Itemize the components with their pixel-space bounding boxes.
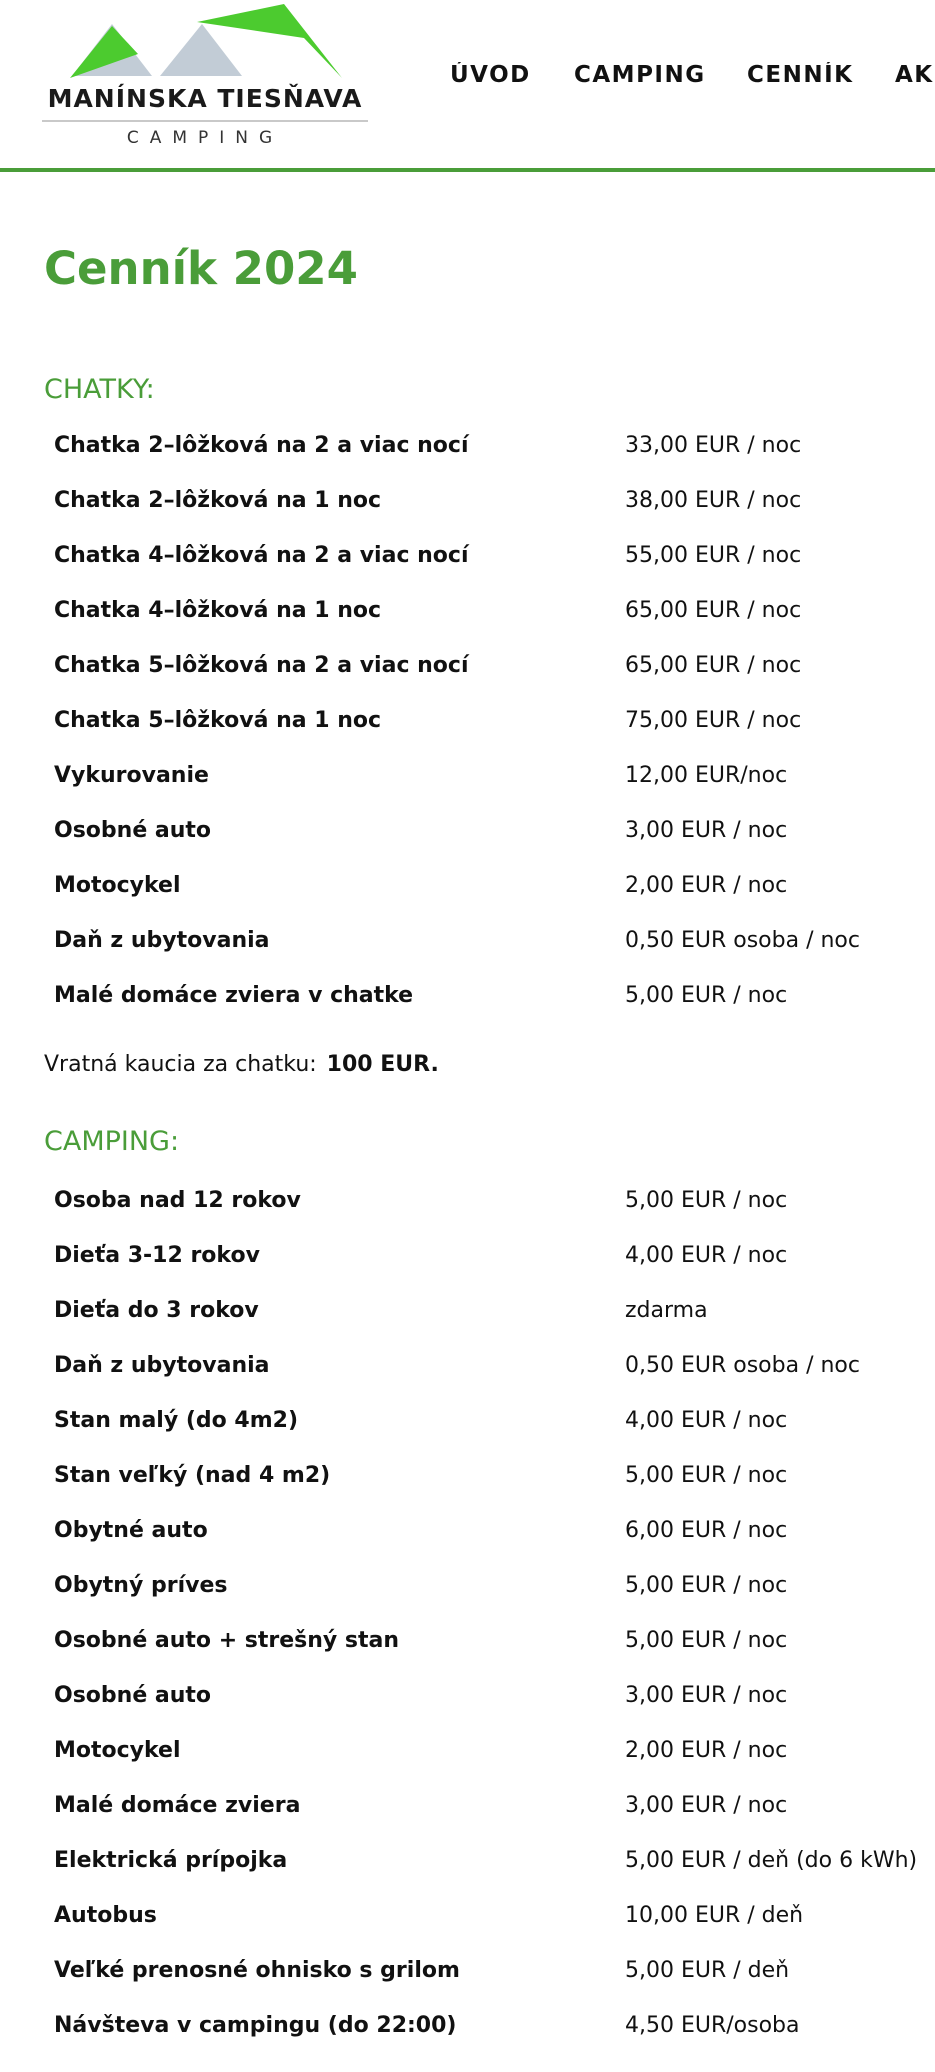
mountain-logo-icon: [42, 4, 368, 84]
row-price: 2,00 EUR / noc: [625, 1738, 788, 1763]
row-name: Motocykel: [54, 873, 181, 898]
row-price: 5,00 EUR / noc: [625, 1463, 788, 1488]
row-price: 12,00 EUR/noc: [625, 763, 788, 788]
row-price: 3,00 EUR / noc: [625, 818, 788, 843]
row-price: 3,00 EUR / noc: [625, 1793, 788, 1818]
row-name: Osobné auto: [54, 1683, 212, 1708]
row-name: Stan veľký (nad 4 m2): [54, 1463, 331, 1488]
row-price: 0,50 EUR osoba / noc: [625, 1353, 860, 1378]
row-name: Elektrická prípojka: [54, 1848, 288, 1873]
row-name: Dieťa 3-12 rokov: [54, 1243, 260, 1268]
row-price: 5,00 EUR / noc: [625, 983, 788, 1008]
row-name: Osoba nad 12 rokov: [54, 1188, 301, 1213]
section-heading-camping: CAMPING:: [44, 1126, 180, 1157]
row-price: 55,00 EUR / noc: [625, 543, 802, 568]
table-row: [0, 1173, 935, 1228]
row-price: 33,00 EUR / noc: [625, 433, 802, 458]
nav-item-ak[interactable]: AK: [895, 62, 934, 88]
row-price: 6,00 EUR / noc: [625, 1518, 788, 1543]
table-row: [0, 968, 935, 1023]
nav-item-cennik[interactable]: CENNÍK: [747, 62, 854, 88]
row-price: 4,50 EUR/osoba: [625, 2013, 800, 2038]
row-name: Osobné auto: [54, 818, 212, 843]
row-name: Obytné auto: [54, 1518, 208, 1543]
table-row: [0, 1833, 935, 1888]
main-nav: [450, 62, 935, 94]
row-price: 65,00 EUR / noc: [625, 598, 802, 623]
table-row: [0, 748, 935, 803]
row-price: 5,00 EUR / noc: [625, 1573, 788, 1598]
row-price: 5,00 EUR / deň: [625, 1958, 790, 1983]
row-name: Dieťa do 3 rokov: [54, 1298, 259, 1323]
table-row: [0, 1723, 935, 1778]
row-name: Daň z ubytovania: [54, 1353, 270, 1378]
table-row: [0, 1448, 935, 1503]
row-price: 5,00 EUR / deň (do 6 kWh): [625, 1848, 918, 1873]
row-price: 75,00 EUR / noc: [625, 708, 802, 733]
table-row: [0, 693, 935, 748]
table-row: [0, 1778, 935, 1833]
table-row: [0, 1283, 935, 1338]
row-price: 2,00 EUR / noc: [625, 873, 788, 898]
table-row: [0, 1558, 935, 1613]
page-title: Cenník 2024: [44, 242, 358, 295]
row-name: Chatka 4–lôžková na 2 a viac nocí: [54, 543, 469, 568]
row-name: Obytný príves: [54, 1573, 228, 1598]
table-row: [0, 1668, 935, 1723]
table-row: [0, 913, 935, 968]
nav-item-camping[interactable]: CAMPING: [574, 62, 706, 88]
row-name: Autobus: [54, 1903, 157, 1928]
row-name: Chatka 2–lôžková na 2 a viac nocí: [54, 433, 469, 458]
table-row: [0, 803, 935, 858]
logo-subtitle: CAMPING: [126, 128, 284, 148]
table-row: [0, 583, 935, 638]
row-name: Malé domáce zviera v chatke: [54, 983, 414, 1008]
site-header: [0, 0, 935, 172]
row-name: Chatka 5–lôžková na 2 a viac nocí: [54, 653, 469, 678]
row-price: 0,50 EUR osoba / noc: [625, 928, 860, 953]
row-name: Osobné auto + strešný stan: [54, 1628, 400, 1653]
table-row: [0, 1228, 935, 1283]
nav-item-uvod[interactable]: ÚVOD: [450, 62, 531, 88]
row-name: Daň z ubytovania: [54, 928, 270, 953]
row-price: 3,00 EUR / noc: [625, 1683, 788, 1708]
site-logo[interactable]: [42, 4, 368, 148]
table-row: [0, 858, 935, 913]
row-name: Chatka 2–lôžková na 1 noc: [54, 488, 382, 513]
table-row: [0, 1613, 935, 1668]
row-price: 10,00 EUR / deň: [625, 1903, 804, 1928]
logo-divider: [42, 120, 368, 122]
section-heading-chatky: CHATKY:: [44, 374, 155, 405]
row-price: zdarma: [625, 1298, 708, 1323]
row-price: 38,00 EUR / noc: [625, 488, 802, 513]
table-row: [0, 418, 935, 473]
table-row: [0, 1393, 935, 1448]
table-row: [0, 528, 935, 583]
deposit-value: 100 EUR.: [326, 1052, 439, 1077]
table-row: [0, 638, 935, 693]
logo-name: MANÍNSKA TIESŇAVA: [47, 84, 363, 113]
row-price: 4,00 EUR / noc: [625, 1243, 788, 1268]
row-name: Malé domáce zviera: [54, 1793, 301, 1818]
row-name: Chatka 4–lôžková na 1 noc: [54, 598, 382, 623]
deposit-note: [44, 1052, 439, 1077]
table-row: [0, 1998, 935, 2053]
row-price: 65,00 EUR / noc: [625, 653, 802, 678]
table-row: [0, 1503, 935, 1558]
row-name: Chatka 5–lôžková na 1 noc: [54, 708, 382, 733]
table-row: [0, 1338, 935, 1393]
table-row: [0, 1943, 935, 1998]
row-name: Vykurovanie: [54, 763, 209, 788]
header-divider: [0, 168, 935, 172]
row-name: Návšteva v campingu (do 22:00): [54, 2013, 457, 2038]
row-price: 5,00 EUR / noc: [625, 1628, 788, 1653]
row-name: Veľké prenosné ohnisko s grilom: [54, 1958, 460, 1983]
row-price: 4,00 EUR / noc: [625, 1408, 788, 1433]
deposit-label: Vratná kaucia za chatku:: [44, 1052, 317, 1077]
row-price: 5,00 EUR / noc: [625, 1188, 788, 1213]
table-row: [0, 473, 935, 528]
table-row: [0, 1888, 935, 1943]
row-name: Motocykel: [54, 1738, 181, 1763]
row-name: Stan malý (do 4m2): [54, 1408, 299, 1433]
